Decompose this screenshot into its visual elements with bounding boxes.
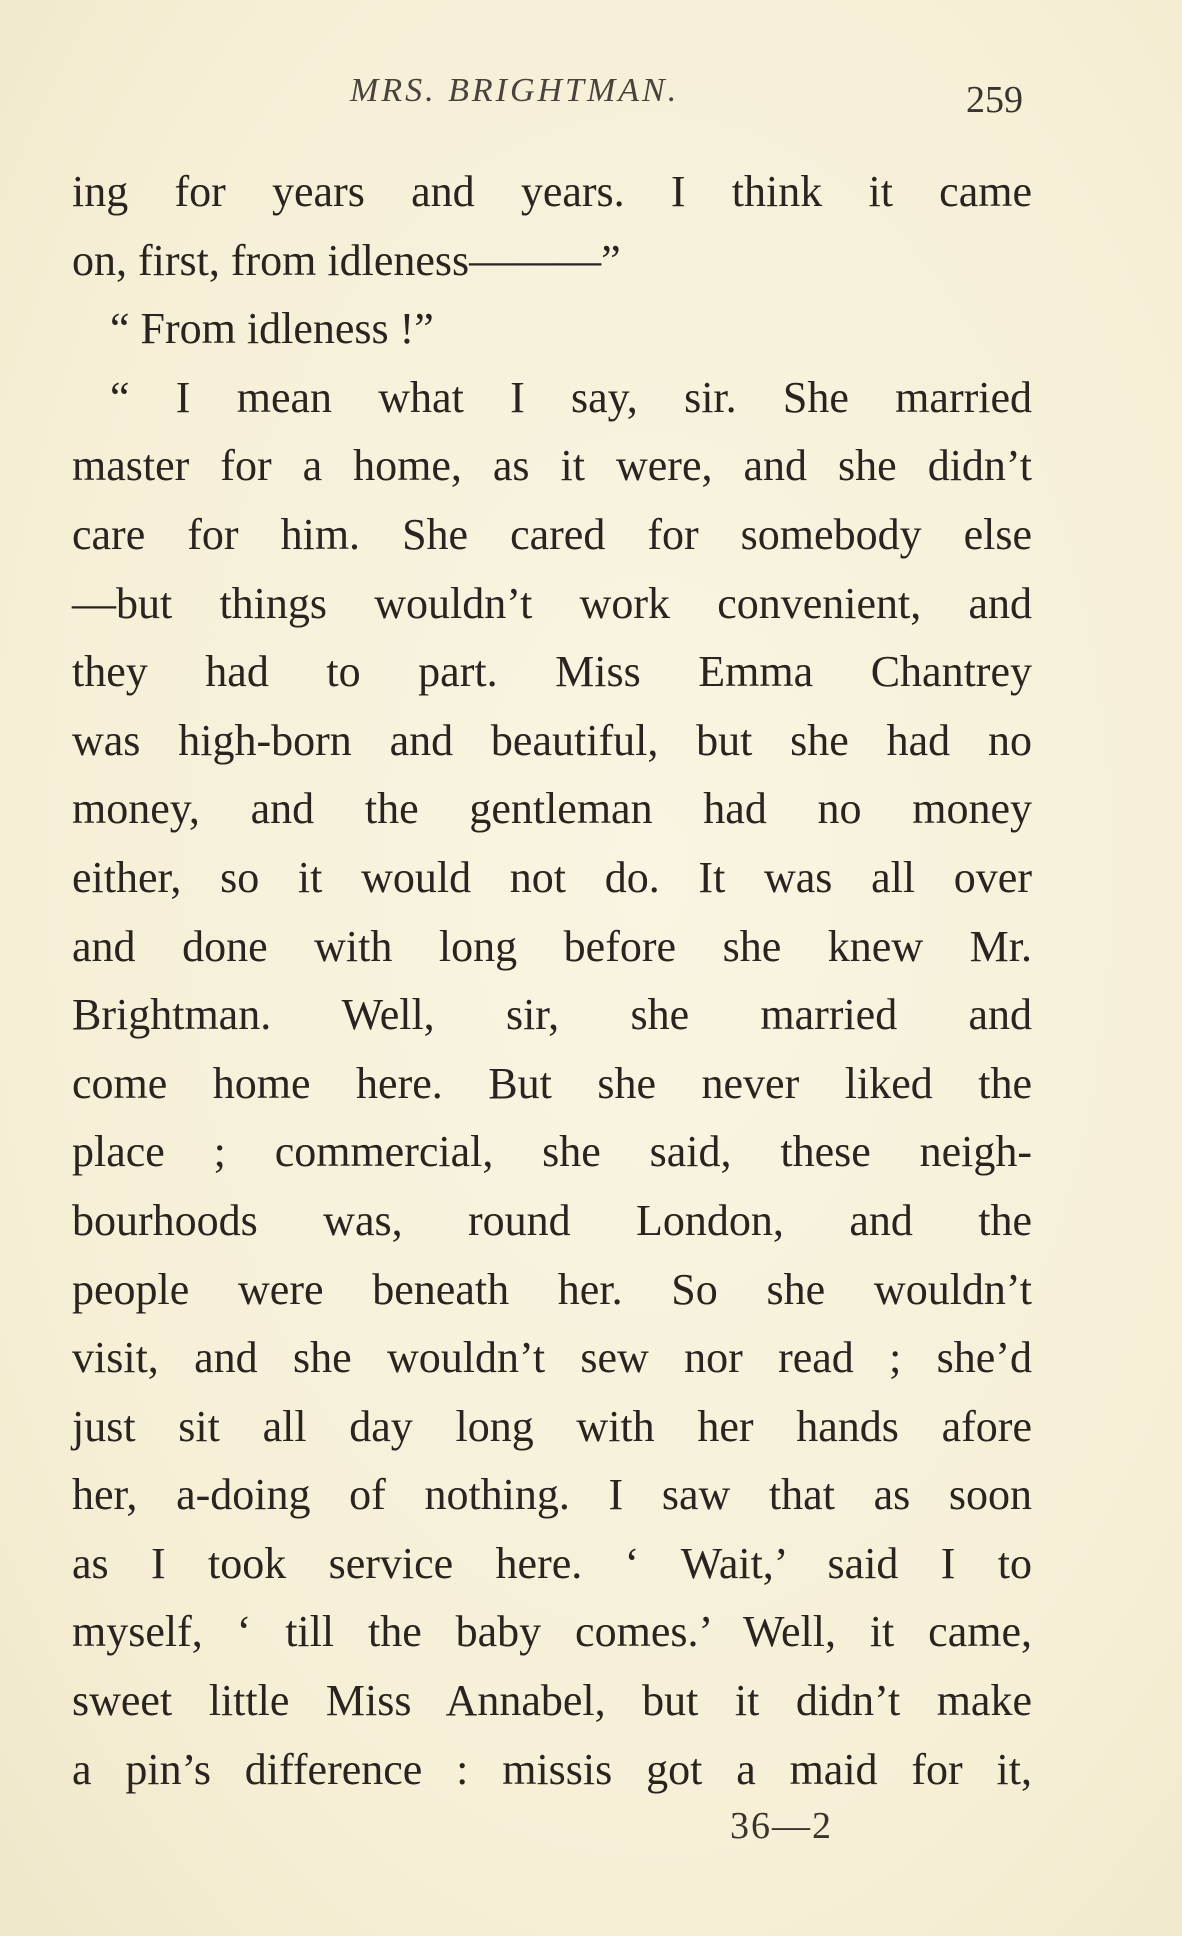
text-line: master for a home, as it were, and she didn’t: [72, 441, 1032, 491]
text-line: and done with long before she knew Mr.: [72, 921, 1032, 971]
text-line: people were beneath her. So she wouldn’t: [72, 1264, 1032, 1314]
text-line: a pin’s difference : missis got a maid for it,: [72, 1744, 1032, 1794]
text-line: “ From idleness !”: [110, 304, 434, 354]
text-line: myself, ‘ till the baby comes.’ Well, it came,: [72, 1607, 1032, 1657]
text-line: —but things wouldn’t work convenient, and: [72, 578, 1032, 628]
text-line: as I took service here. ‘ Wait,’ said I to: [72, 1538, 1032, 1588]
text-line: was high-born and beautiful, but she had no: [72, 715, 1032, 765]
running-head: MRS. BRIGHTMAN.: [350, 72, 680, 109]
text-line: “ I mean what I say, sir. She married: [110, 372, 1032, 422]
text-line: either, so it would not do. It was all over: [72, 852, 1032, 902]
text-line: bourhoods was, round London, and the: [72, 1195, 1032, 1245]
text-line: come home here. But she never liked the: [72, 1058, 1032, 1108]
text-line: just sit all day long with her hands afore: [72, 1401, 1032, 1451]
text-line: her, a-doing of nothing. I saw that as soon: [72, 1470, 1032, 1520]
text-line: Brightman. Well, sir, she married and: [72, 990, 1032, 1040]
text-line: they had to part. Miss Emma Chantrey: [72, 647, 1032, 697]
body-text: [72, 158, 1032, 1804]
text-line: money, and the gentleman had no money: [72, 784, 1032, 834]
text-line: sweet little Miss Annabel, but it didn’t make: [72, 1676, 1032, 1726]
signature-mark: 36—2: [730, 1805, 833, 1847]
text-line: on, first, from idleness———”: [72, 235, 621, 285]
text-line: visit, and she wouldn’t sew nor read ; she’d: [72, 1333, 1032, 1383]
text-line: place ; commercial, she said, these neigh-: [72, 1127, 1032, 1177]
text-line: ing for years and years. I think it came: [72, 167, 1032, 216]
page-number: 259: [966, 79, 1023, 121]
text-line: care for him. She cared for somebody else: [72, 509, 1032, 559]
